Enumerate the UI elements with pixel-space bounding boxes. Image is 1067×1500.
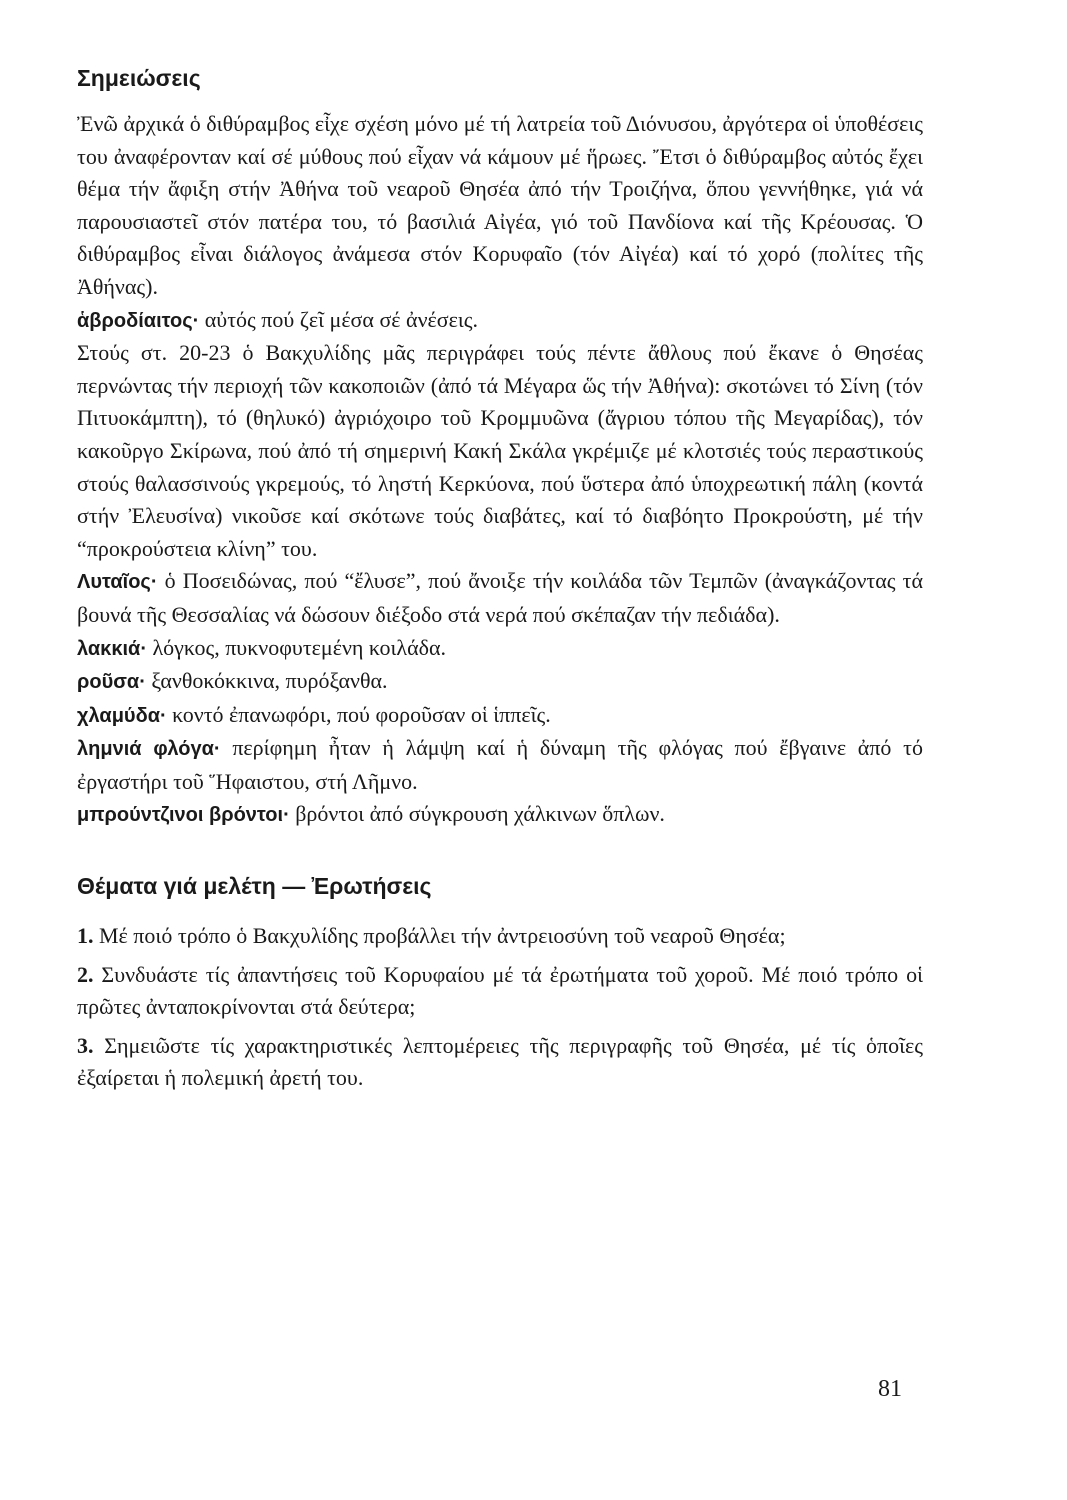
note-term: Λυταῖος· [77, 571, 158, 594]
question-number: 3. [77, 1032, 94, 1058]
note-term: μπρούντζινοι βρόντοι· [77, 804, 290, 827]
note-term: λακκιά· [77, 637, 147, 660]
note-term: ἁβροδίαιτος· [77, 309, 200, 332]
note-text: ὁ Ποσειδώνας, πού “ἔλυσε”, πού ἄνοιξε τήν κοιλάδα τῶν Τεμπῶν (ἀναγκάζοντας τά βουνά τῆς Θεσσαλίας νά δώσουν διέξοδο στά νερά πού σκέπαζαν τήν πεδιάδα). [77, 568, 923, 627]
question-number: 1. [77, 923, 94, 949]
notes-intro: Ἐνῶ ἀρχικά ὁ διθύραμβος εἶχε σχέση μόνο μέ τή λατρεία τοῦ Διόνυσου, ἀργότερα οἱ ὑποθέσεις του ἀναφέρονταν καί σέ μύθους πού εἶχαν νά κάμουν μέ ἥρωες. Ἔτσι ὁ διθύραμβος αὐτός ἔχει θέμα τήν ἄφιξη στήν Ἀθήνα τοῦ νεαροῦ Θησέα ἀπό τήν Τροιζήνα, ὅπου γεννήθηκε, γιά νά παρουσιαστεῖ στόν πατέρα του, τό βασιλιά Αἰγέα, γιό τοῦ Πανδίονα καί τῆς Κρέουσας. Ὁ διθύραμβος εἶναι διάλογος ἀνάμεσα στόν Κορυφαῖο (τόν Αἰγέα) καί τό χορό (πολίτες τῆς Ἀθήνας). [77, 111, 923, 299]
note-entry [77, 337, 923, 565]
page-body [77, 50, 923, 1101]
notes-heading: Σημειώσεις [77, 65, 201, 91]
question-text: Μέ ποιό τρόπο ὁ Βακχυλίδης προβάλλει τήν ἀντρειοσύνη τοῦ νεαροῦ Θησέα; [93, 923, 786, 949]
note-text: ξανθοκόκκινα, πυρόξανθα. [145, 668, 388, 694]
note-entry [77, 732, 923, 798]
note-text: λόγκος, πυκνοφυτεμένη κοιλάδα. [147, 634, 446, 660]
note-text: περίφημη ἦταν ἡ λάμψη καί ἡ δύναμη τῆς φλόγας πού ἔβγαινε ἀπό τό ἐργαστήρι τοῦ Ἥφαιστου, στή Λῆμνο. [77, 735, 924, 794]
study-heading: Θέματα γιά μελέτη — Ἐρωτήσεις [77, 873, 432, 900]
note-term: χλαμύδα· [77, 704, 167, 727]
note-entry [77, 304, 923, 338]
note-text: αὐτός πού ζεῖ μέσα σέ ἀνέσεις. [199, 306, 478, 332]
note-entry [77, 632, 923, 666]
question-item [77, 1030, 923, 1095]
question-item [77, 959, 923, 1024]
note-text: κοντό ἐπανωφόρι, πού φοροῦσαν οἱ ἱππεῖς. [166, 701, 551, 727]
note-entry [77, 798, 923, 832]
note-term: λημνιά φλόγα· [77, 738, 221, 761]
note-entry [77, 699, 923, 733]
question-text: Σημειῶστε τίς χαρακτηριστικές λεπτομέρειες τῆς περιγραφῆς τοῦ Θησέα, μέ τίς ὁποῖες ἐξαίρεται ἡ πολεμική ἀρετή του. [77, 1032, 923, 1091]
note-text: Στούς στ. 20-23 ὁ Βακχυλίδης μᾶς περιγράφει τούς πέντε ἄθλους πού ἔκανε ὁ Θησέας περνώντας τήν περιοχή τῶν κακοποιῶν (ἀπό τά Μέγαρα ὥς τήν Ἀθήνα): σκοτώνει τό Σίνη (τόν Πιτυοκάμπτη), τό (θηλυκό) ἀγριόχοιρο τοῦ Κρομμυῶνα (ἄγριου τόπου τῆς Μεγαρίδας), τόν κακοῦργο Σκίρωνα, πού ἀπό τή σημερινή Κακή Σκάλα γκρέμιζε μέ κλοτσιές τούς περαστικούς στούς θαλασσινούς γκρεμούς, τό ληστή Κερκύονα, πού ὕστερα ἀπό ὑποχρεωτική πάλη (κοντά στήν Ἐλευσίνα) νικοῦσε καί σκότωνε τούς διαβάτες, καί τό διαβόητο Προκρούστη, μέ τήν “προκρούστεια κλίνη” του. [77, 340, 923, 561]
note-text: βρόντοι ἀπό σύγκρουση χάλκινων ὅπλων. [289, 801, 665, 827]
note-entry [77, 665, 923, 699]
note-term: ροῦσα· [77, 671, 146, 694]
question-text: Συνδυάστε τίς ἀπαντήσεις τοῦ Κορυφαίου μέ τά ἐρωτήματα τοῦ χοροῦ. Μέ ποιό τρόπο οἱ πρῶτες ἀνταποκρίνονται στά δεύτερα; [77, 961, 923, 1020]
question-item [77, 920, 923, 953]
page-number: 81 [878, 1376, 902, 1402]
question-number: 2. [77, 961, 94, 987]
note-entry [77, 565, 923, 631]
